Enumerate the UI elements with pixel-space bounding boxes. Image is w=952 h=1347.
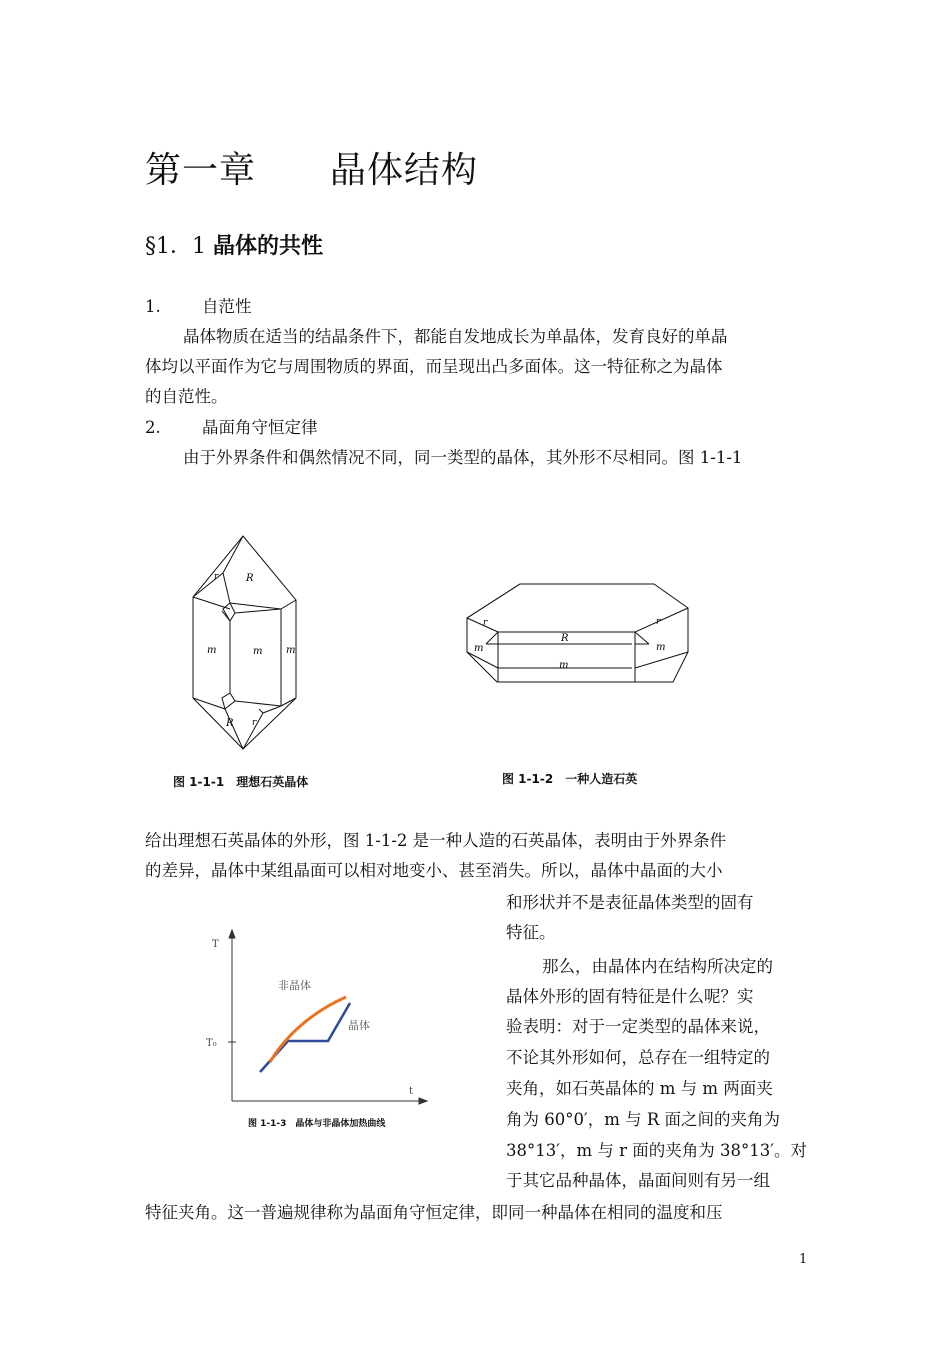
t-axis-label: T: [212, 939, 219, 950]
face-label-m-right: m: [286, 645, 296, 656]
face-label-m-center: m: [559, 660, 569, 671]
right-column-line-9: 38°13′，m 与 r 面的夹角为 38°13′。对: [506, 1141, 807, 1160]
face-label-r-top: r: [214, 572, 219, 582]
chapter-name: 晶体结构: [330, 150, 479, 191]
crystal-label: 晶体: [348, 1019, 370, 1032]
chapter-label: 第一章: [145, 150, 257, 191]
right-column-line-8: 角为 60°0′，m 与 R 面之间的夹角为: [506, 1110, 781, 1129]
face-label-R-bottom: R: [226, 718, 234, 729]
t0-label: T₀: [206, 1038, 217, 1049]
figure-1-1-3-caption: 图 1-1-3 晶体与非晶体加热曲线: [248, 1119, 386, 1129]
figure-1-1-2-caption: 图 1-1-2 一种人造石英: [502, 772, 638, 786]
paragraph-3-line-2: 的差异，晶体中某组晶面可以相对地变小、甚至消失。所以，晶体中晶面的大小: [145, 861, 723, 880]
face-label-r-right: r: [656, 617, 661, 627]
crystal-curve: [260, 1003, 350, 1072]
synthetic-quartz-figure: [462, 580, 694, 702]
paragraph-3-line-1: 给出理想石英晶体的外形，图 1-1-2 是一种人造的石英晶体，表明由于外界条件: [145, 831, 727, 850]
section-number: §1．1: [145, 234, 206, 259]
face-label-m-left: m: [207, 645, 217, 656]
right-column-line-7: 夹角，如石英晶体的 m 与 m 两面夹: [506, 1079, 773, 1098]
face-label-R: R: [561, 633, 569, 644]
face-label-m-left: m: [474, 643, 484, 654]
item-1-number: 1.: [145, 297, 161, 316]
section-name: 晶体的共性: [213, 234, 324, 259]
right-column-line-10: 于其它品种晶体，晶面间则有另一组: [506, 1171, 770, 1190]
right-column-line-3: 那么，由晶体内在结构所决定的: [542, 957, 773, 976]
section-title: [145, 229, 323, 260]
right-column-line-2: 特征。: [506, 923, 556, 942]
right-column-line-6: 不论其外形如何，总存在一组特定的: [506, 1048, 770, 1067]
paragraph-1-line-1: 晶体物质在适当的结晶条件下，都能自发地成长为单晶体，发育良好的单晶: [183, 327, 728, 346]
time-axis-label: t: [409, 1086, 414, 1097]
paragraph-1-line-3: 的自范性。: [145, 387, 228, 406]
face-label-r-bottom: r: [252, 718, 257, 728]
face-label-m-right: m: [656, 642, 666, 653]
amorphous-label: 非晶体: [278, 979, 311, 992]
figure-1-1-1-caption: 图 1-1-1 理想石英晶体: [173, 775, 309, 789]
right-column-line-1: 和形状并不是表征晶体类型的固有: [506, 893, 754, 912]
item-2-title: 晶面角守恒定律: [202, 418, 318, 437]
paragraph-last-line: 特征夹角。这一普遍规律称为晶面角守恒定律，即同一种晶体在相同的温度和压: [145, 1203, 723, 1222]
heating-curve-figure: [200, 925, 435, 1113]
paragraph-1-line-2: 体均以平面作为它与周围物质的界面，而呈现出凸多面体。这一特征称之为晶体: [145, 357, 723, 376]
item-2-number: 2.: [145, 418, 161, 437]
paragraph-2-line-1: 由于外界条件和偶然情况不同，同一类型的晶体，其外形不尽相同。图 1-1-1: [183, 448, 743, 467]
face-label-m-center: m: [253, 646, 263, 657]
item-1-title: 自范性: [202, 297, 252, 316]
face-label-R-top: R: [246, 573, 254, 584]
right-column-line-4: 晶体外形的固有特征是什么呢？实: [506, 987, 754, 1006]
right-column-line-5: 验表明：对于一定类型的晶体来说，: [506, 1017, 770, 1036]
quartz-crystal-figure: [185, 533, 310, 753]
page-number: 1: [799, 1252, 808, 1267]
chapter-title: [145, 142, 478, 193]
face-label-r-left: r: [483, 618, 488, 628]
